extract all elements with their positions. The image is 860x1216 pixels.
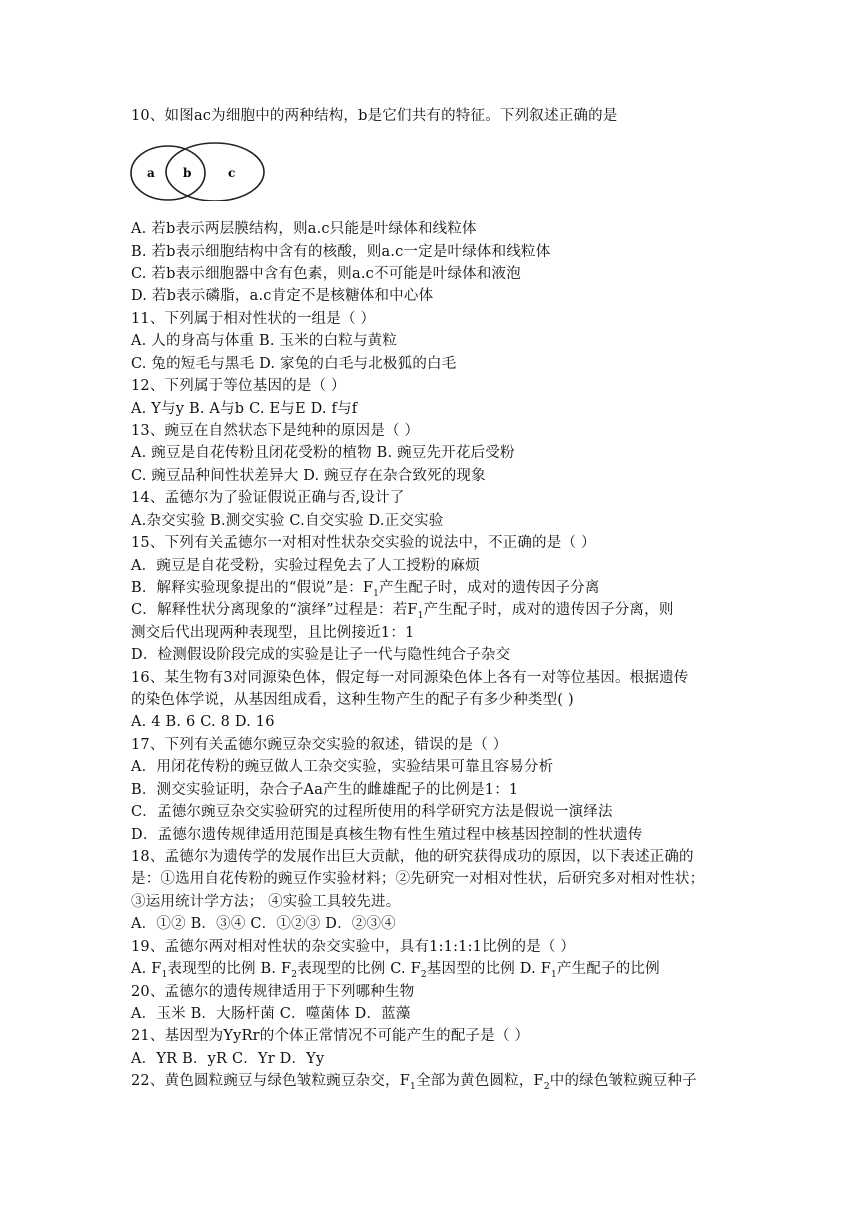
q17-option-b: B．测交实验证明，杂合子Aa产生的雌雄配子的比例是1：1	[131, 782, 519, 798]
subscript: 2	[420, 969, 427, 980]
subscript: 2	[543, 1081, 550, 1092]
q22-stem: 22、黄色圆粒豌豆与绿色皱粒豌豆杂交，$F_1$全部为黄色圆粒，$F_2$中的绿色皱粒豌豆种子	[131, 1073, 697, 1092]
subscript: 1	[161, 969, 168, 980]
q18-stem-line1: 18、孟德尔为遗传学的发展作出巨大贡献，他的研究获得成功的原因，以下表述正确的	[131, 849, 694, 865]
venn-circle-c	[166, 143, 264, 201]
venn-label-b: b	[183, 166, 192, 180]
q10-option-a: A. 若b表示两层膜结构，则a.c只能是叶绿体和线粒体	[131, 221, 477, 237]
q17-option-a: A．用闭花传粉的豌豆做人工杂交实验，实验结果可靠且容易分析	[131, 759, 554, 775]
q21-options: A．YR B．yR C．Yr D．Yy	[131, 1051, 325, 1067]
q15-option-b: B．解释实验现象提出的“假说”是：$F_1$产生配子时，成对的遗传因子分离	[131, 580, 600, 599]
subscript: 1	[373, 588, 380, 599]
venn-circle-a	[131, 146, 205, 200]
q18-stem-line3: ③运用统计学方法； ④实验工具较先进。	[131, 894, 401, 910]
q18-stem-line2: 是：①选用自花传粉的豌豆作实验材料；②先研究一对相对性状，后研究多对相对性状；	[131, 871, 705, 887]
q12-stem: 12、下列属于等位基因的是（ ）	[131, 378, 346, 394]
venn-label-a: a	[147, 166, 155, 180]
q11-options-cd: C. 兔的短毛与黑毛 D. 家兔的白毛与北极狐的白毛	[131, 356, 457, 372]
q15-option-c: C．解释性状分离现象的“演绎”过程是：若$F_1$产生配子时，成对的遗传因子分离，则	[131, 602, 674, 621]
q17-option-d: D．孟德尔遗传规律适用范围是真核生物有性生殖过程中核基因控制的性状遗传	[131, 827, 643, 843]
q10-option-d: D. 若b表示磷脂，a.c肯定不是核糖体和中心体	[131, 288, 434, 304]
q16-options: A. 4 B. 6 C. 8 D. 16	[131, 714, 275, 730]
q19-stem: 19、孟德尔两对相对性状的杂交实验中，具有1:1:1:1比例的是（ ）	[131, 939, 576, 955]
q18-options: A．①② B．③④ C．①②③ D．②③④	[131, 916, 396, 932]
q20-options: A．玉米 B．大肠杆菌 C．噬菌体 D．蓝藻	[131, 1006, 411, 1022]
subscript: 1	[410, 1081, 416, 1092]
q11-options-ab: A. 人的身高与体重 B. 玉米的白粒与黄粒	[131, 333, 398, 349]
q13-options-ab: A. 豌豆是自花传粉且闭花受粉的植物 B. 豌豆先开花后受粉	[131, 445, 515, 461]
q13-options-cd: C. 豌豆品种间性状差异大 D. 豌豆存在杂合致死的现象	[131, 468, 486, 484]
q20-stem: 20、孟德尔的遗传规律适用于下列哪种生物	[131, 984, 415, 1000]
q10-stem: 10、如图ac为细胞中的两种结构，b是它们共有的特征。下列叙述正确的是	[131, 108, 618, 124]
q16-stem-line2: 的染色体学说，从基因组成看，这种生物产生的配子有多少种类型( )	[131, 692, 574, 708]
q13-stem: 13、豌豆在自然状态下是纯种的原因是（ ）	[131, 423, 420, 439]
q14-stem: 14、孟德尔为了验证假说正确与否,设计了	[131, 490, 405, 506]
q16-stem-line1: 16、某生物有3对同源染色体，假定每一对同源染色体上各有一对等位基因。根据遗传	[131, 670, 689, 686]
q19-options: A. $F_1$表现型的比例 B. $F_2$表现型的比例 C. $F_2$基因型的比例 D. $F_1$产生配子的比例	[131, 961, 660, 980]
venn-label-c: c	[228, 166, 236, 180]
q10-option-b: B. 若b表示细胞结构中含有的核酸，则a.c一定是叶绿体和线粒体	[131, 244, 551, 260]
subscript: 1	[417, 610, 424, 621]
q15-stem: 15、下列有关孟德尔一对相对性状杂交实验的说法中，不正确的是（ ）	[131, 535, 596, 551]
q17-option-c: C．孟德尔豌豆杂交实验研究的过程所使用的科学研究方法是假说一演绎法	[131, 804, 613, 820]
q15-option-d: D．检测假设阶段完成的实验是让子一代与隐性纯合子杂交	[131, 647, 511, 663]
venn-diagram	[128, 137, 268, 201]
q14-options: A.杂交实验 B.测交实验 C.自交实验 D.正交实验	[131, 513, 444, 529]
subscript: 2	[291, 969, 298, 980]
q11-stem: 11、下列属于相对性状的一组是（ ）	[131, 311, 376, 327]
q10-option-c: C. 若b表示细胞器中含有色素，则a.c不可能是叶绿体和液泡	[131, 266, 521, 282]
q15-option-a: A．豌豆是自花受粉，实验过程免去了人工授粉的麻烦	[131, 558, 480, 574]
q17-stem: 17、下列有关孟德尔豌豆杂交实验的叙述，错误的是（ ）	[131, 737, 508, 753]
q15-option-c-continued: 测交后代出现两种表现型，且比例接近1：1	[131, 625, 415, 641]
subscript: 1	[551, 969, 557, 980]
q21-stem: 21、基因型为YyRr的个体正常情况不可能产生的配子是（ ）	[131, 1028, 530, 1044]
q12-options: A. Y与y B. A与b C. E与E D. f与f	[131, 401, 358, 417]
